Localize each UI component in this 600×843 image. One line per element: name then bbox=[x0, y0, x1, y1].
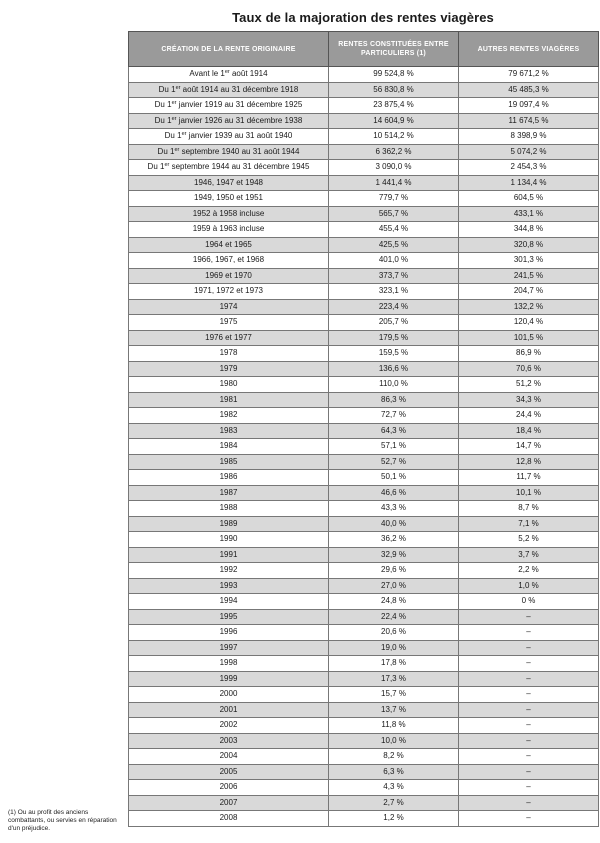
rate-particuliers-cell: 32,9 % bbox=[329, 547, 459, 563]
table-row bbox=[129, 330, 599, 346]
table-row bbox=[129, 625, 599, 641]
table-row bbox=[129, 98, 599, 114]
period-cell bbox=[129, 764, 329, 780]
period-text: 1983 bbox=[219, 425, 238, 435]
period-text: 2000 bbox=[219, 689, 238, 699]
period-text: Avant le 1 bbox=[189, 69, 225, 79]
period-cell bbox=[129, 470, 329, 486]
period-text: 1976 et 1977 bbox=[205, 332, 252, 342]
period-text-rest: janvier 1919 au 31 décembre 1925 bbox=[176, 100, 303, 110]
table-row bbox=[129, 485, 599, 501]
period-cell bbox=[129, 516, 329, 532]
period-text: 2007 bbox=[219, 797, 238, 807]
period-text: 1964 et 1965 bbox=[205, 239, 252, 249]
header-rentes-particuliers: RENTES CONSTITUÉES ENTRE PARTICULIERS (1) bbox=[329, 32, 459, 67]
rate-particuliers-cell: 110,0 % bbox=[329, 377, 459, 393]
period-text: 1999 bbox=[219, 673, 238, 683]
rate-particuliers-cell: 455,4 % bbox=[329, 222, 459, 238]
table-body bbox=[129, 67, 599, 827]
table-row bbox=[129, 609, 599, 625]
period-text: 1990 bbox=[219, 534, 238, 544]
period-text: 1995 bbox=[219, 611, 238, 621]
period-cell bbox=[129, 408, 329, 424]
period-cell bbox=[129, 563, 329, 579]
period-cell bbox=[129, 423, 329, 439]
period-cell bbox=[129, 501, 329, 517]
rate-autres-cell: 241,5 % bbox=[459, 268, 599, 284]
header-autres-rentes: AUTRES RENTES VIAGÈRES bbox=[459, 32, 599, 67]
table-row bbox=[129, 315, 599, 331]
table-row bbox=[129, 299, 599, 315]
rate-autres-cell: 1 134,4 % bbox=[459, 175, 599, 191]
period-text: 2004 bbox=[219, 751, 238, 761]
table-row bbox=[129, 516, 599, 532]
rate-autres-cell: 120,4 % bbox=[459, 315, 599, 331]
rate-autres-cell: 45 485,3 % bbox=[459, 82, 599, 98]
rate-autres-cell: – bbox=[459, 687, 599, 703]
rate-particuliers-cell: 6 362,2 % bbox=[329, 144, 459, 160]
period-cell bbox=[129, 532, 329, 548]
period-text: Du 1 bbox=[154, 115, 172, 125]
period-cell bbox=[129, 377, 329, 393]
period-text: 1974 bbox=[219, 301, 238, 311]
period-cell bbox=[129, 175, 329, 191]
table-row bbox=[129, 392, 599, 408]
rate-autres-cell: – bbox=[459, 733, 599, 749]
table-row bbox=[129, 687, 599, 703]
period-text-rest: janvier 1939 au 31 août 1940 bbox=[186, 131, 293, 141]
rate-particuliers-cell: 46,6 % bbox=[329, 485, 459, 501]
period-cell bbox=[129, 361, 329, 377]
rate-autres-cell: 11 674,5 % bbox=[459, 113, 599, 129]
period-text: 1981 bbox=[219, 394, 238, 404]
period-cell bbox=[129, 702, 329, 718]
rate-particuliers-cell: 425,5 % bbox=[329, 237, 459, 253]
rate-autres-cell: – bbox=[459, 749, 599, 765]
period-cell bbox=[129, 346, 329, 362]
period-cell bbox=[129, 129, 329, 145]
period-text: 1996 bbox=[219, 627, 238, 637]
table-header-row bbox=[129, 32, 599, 67]
rate-particuliers-cell: 1 441,4 % bbox=[329, 175, 459, 191]
period-text: Du 1 bbox=[158, 84, 176, 94]
period-cell bbox=[129, 191, 329, 207]
table-row bbox=[129, 795, 599, 811]
rate-autres-cell: 12,8 % bbox=[459, 454, 599, 470]
rate-particuliers-cell: 3 090,0 % bbox=[329, 160, 459, 176]
rate-particuliers-cell: 17,8 % bbox=[329, 656, 459, 672]
table-row bbox=[129, 206, 599, 222]
rate-particuliers-cell: 10,0 % bbox=[329, 733, 459, 749]
rate-autres-cell: – bbox=[459, 625, 599, 641]
period-cell bbox=[129, 206, 329, 222]
period-text: Du 1 bbox=[164, 131, 182, 141]
rate-autres-cell: – bbox=[459, 671, 599, 687]
table-row bbox=[129, 640, 599, 656]
rate-autres-cell: 3,7 % bbox=[459, 547, 599, 563]
table-row bbox=[129, 702, 599, 718]
rate-autres-cell: – bbox=[459, 811, 599, 827]
period-cell bbox=[129, 82, 329, 98]
period-text: 1991 bbox=[219, 549, 238, 559]
table-row bbox=[129, 671, 599, 687]
rate-particuliers-cell: 4,3 % bbox=[329, 780, 459, 796]
period-cell bbox=[129, 284, 329, 300]
period-cell bbox=[129, 671, 329, 687]
period-cell bbox=[129, 330, 329, 346]
period-cell bbox=[129, 268, 329, 284]
period-cell bbox=[129, 454, 329, 470]
rate-particuliers-cell: 24,8 % bbox=[329, 594, 459, 610]
rate-autres-cell: – bbox=[459, 640, 599, 656]
rate-particuliers-cell: 401,0 % bbox=[329, 253, 459, 269]
period-cell bbox=[129, 795, 329, 811]
period-cell bbox=[129, 237, 329, 253]
rate-particuliers-cell: 22,4 % bbox=[329, 609, 459, 625]
period-text: 1993 bbox=[219, 580, 238, 590]
table-row bbox=[129, 377, 599, 393]
rate-particuliers-cell: 159,5 % bbox=[329, 346, 459, 362]
table-row bbox=[129, 454, 599, 470]
majoration-table bbox=[128, 31, 599, 827]
period-cell bbox=[129, 253, 329, 269]
period-text: 2006 bbox=[219, 782, 238, 792]
table-row bbox=[129, 578, 599, 594]
rate-autres-cell: 70,6 % bbox=[459, 361, 599, 377]
period-text: 1971, 1972 et 1973 bbox=[194, 286, 263, 296]
rate-autres-cell: 101,5 % bbox=[459, 330, 599, 346]
period-cell bbox=[129, 625, 329, 641]
period-cell bbox=[129, 718, 329, 734]
period-cell bbox=[129, 222, 329, 238]
table-row bbox=[129, 67, 599, 83]
rate-particuliers-cell: 14 604,9 % bbox=[329, 113, 459, 129]
period-text: 1980 bbox=[219, 379, 238, 389]
rate-autres-cell: 34,3 % bbox=[459, 392, 599, 408]
period-text: 1985 bbox=[219, 456, 238, 466]
rate-particuliers-cell: 10 514,2 % bbox=[329, 129, 459, 145]
period-cell bbox=[129, 811, 329, 827]
rate-autres-cell: 132,2 % bbox=[459, 299, 599, 315]
table-row bbox=[129, 501, 599, 517]
table-row bbox=[129, 439, 599, 455]
rate-autres-cell: 5,2 % bbox=[459, 532, 599, 548]
period-ordinal-sup: er bbox=[224, 69, 230, 76]
rate-particuliers-cell: 373,7 % bbox=[329, 268, 459, 284]
period-text: 1989 bbox=[219, 518, 238, 528]
period-cell bbox=[129, 780, 329, 796]
table-row bbox=[129, 268, 599, 284]
table-row bbox=[129, 532, 599, 548]
period-text: Du 1 bbox=[154, 100, 172, 110]
table-row bbox=[129, 129, 599, 145]
period-text-rest: septembre 1940 au 31 août 1944 bbox=[179, 146, 300, 156]
rate-autres-cell: 18,4 % bbox=[459, 423, 599, 439]
period-cell bbox=[129, 547, 329, 563]
rate-particuliers-cell: 17,3 % bbox=[329, 671, 459, 687]
rate-particuliers-cell: 64,3 % bbox=[329, 423, 459, 439]
rate-particuliers-cell: 19,0 % bbox=[329, 640, 459, 656]
period-text: 1994 bbox=[219, 596, 238, 606]
rate-autres-cell: 79 671,2 % bbox=[459, 67, 599, 83]
period-text-rest: août 1914 au 31 décembre 1918 bbox=[180, 84, 299, 94]
rate-autres-cell: 14,7 % bbox=[459, 439, 599, 455]
period-ordinal-sup: er bbox=[171, 100, 177, 107]
period-text: 1946, 1947 et 1948 bbox=[194, 177, 263, 187]
rate-particuliers-cell: 43,3 % bbox=[329, 501, 459, 517]
rate-autres-cell: 604,5 % bbox=[459, 191, 599, 207]
rate-autres-cell: 2,2 % bbox=[459, 563, 599, 579]
rate-autres-cell: – bbox=[459, 609, 599, 625]
period-text: 1949, 1950 et 1951 bbox=[194, 193, 263, 203]
rate-autres-cell: – bbox=[459, 702, 599, 718]
table-row bbox=[129, 191, 599, 207]
period-cell bbox=[129, 733, 329, 749]
rate-particuliers-cell: 11,8 % bbox=[329, 718, 459, 734]
period-ordinal-sup: er bbox=[175, 84, 181, 91]
period-text: 2002 bbox=[219, 720, 238, 730]
rate-autres-cell: 7,1 % bbox=[459, 516, 599, 532]
rate-particuliers-cell: 323,1 % bbox=[329, 284, 459, 300]
table-row bbox=[129, 346, 599, 362]
period-cell bbox=[129, 144, 329, 160]
rate-autres-cell: 19 097,4 % bbox=[459, 98, 599, 114]
table-row bbox=[129, 144, 599, 160]
rate-particuliers-cell: 36,2 % bbox=[329, 532, 459, 548]
rate-particuliers-cell: 6,3 % bbox=[329, 764, 459, 780]
period-text: Du 1 bbox=[147, 162, 165, 172]
period-text-rest: septembre 1944 au 31 décembre 1945 bbox=[169, 162, 310, 172]
rate-particuliers-cell: 27,0 % bbox=[329, 578, 459, 594]
table-row bbox=[129, 175, 599, 191]
rate-autres-cell: – bbox=[459, 764, 599, 780]
rate-autres-cell: 301,3 % bbox=[459, 253, 599, 269]
rate-autres-cell: 11,7 % bbox=[459, 470, 599, 486]
page-title: Taux de la majoration des rentes viagères bbox=[232, 10, 494, 25]
table-row bbox=[129, 470, 599, 486]
rate-particuliers-cell: 2,7 % bbox=[329, 795, 459, 811]
period-text: 1988 bbox=[219, 503, 238, 513]
rate-autres-cell: 86,9 % bbox=[459, 346, 599, 362]
rate-particuliers-cell: 179,5 % bbox=[329, 330, 459, 346]
rate-autres-cell: – bbox=[459, 780, 599, 796]
period-cell bbox=[129, 160, 329, 176]
period-text: 1992 bbox=[219, 565, 238, 575]
rate-particuliers-cell: 565,7 % bbox=[329, 206, 459, 222]
period-text: Du 1 bbox=[157, 146, 175, 156]
period-text: 1998 bbox=[219, 658, 238, 668]
table-row bbox=[129, 113, 599, 129]
period-text: 1984 bbox=[219, 441, 238, 451]
table-row bbox=[129, 284, 599, 300]
period-cell bbox=[129, 485, 329, 501]
period-cell bbox=[129, 315, 329, 331]
period-text: 1979 bbox=[219, 363, 238, 373]
period-cell bbox=[129, 594, 329, 610]
table-row bbox=[129, 656, 599, 672]
period-text: 1997 bbox=[219, 642, 238, 652]
rate-particuliers-cell: 40,0 % bbox=[329, 516, 459, 532]
rate-autres-cell: – bbox=[459, 656, 599, 672]
rate-particuliers-cell: 29,6 % bbox=[329, 563, 459, 579]
rate-particuliers-cell: 52,7 % bbox=[329, 454, 459, 470]
table-row bbox=[129, 160, 599, 176]
rate-autres-cell: 10,1 % bbox=[459, 485, 599, 501]
rate-autres-cell: 51,2 % bbox=[459, 377, 599, 393]
period-text: 1987 bbox=[219, 487, 238, 497]
table-row bbox=[129, 718, 599, 734]
rate-particuliers-cell: 23 875,4 % bbox=[329, 98, 459, 114]
rate-particuliers-cell: 72,7 % bbox=[329, 408, 459, 424]
period-cell bbox=[129, 98, 329, 114]
table-row bbox=[129, 594, 599, 610]
period-cell bbox=[129, 640, 329, 656]
table-row bbox=[129, 237, 599, 253]
table-row bbox=[129, 408, 599, 424]
rate-autres-cell: 344,8 % bbox=[459, 222, 599, 238]
period-cell bbox=[129, 749, 329, 765]
period-text: 1969 et 1970 bbox=[205, 270, 252, 280]
rate-autres-cell: 320,8 % bbox=[459, 237, 599, 253]
period-cell bbox=[129, 67, 329, 83]
period-ordinal-sup: er bbox=[171, 115, 177, 122]
rate-autres-cell: 0 % bbox=[459, 594, 599, 610]
period-cell bbox=[129, 656, 329, 672]
period-text: 2008 bbox=[219, 813, 238, 823]
period-text: 1959 à 1963 incluse bbox=[192, 224, 265, 234]
rate-particuliers-cell: 13,7 % bbox=[329, 702, 459, 718]
period-text: 2001 bbox=[219, 704, 238, 714]
table-row bbox=[129, 780, 599, 796]
header-creation-rente: CRÉATION DE LA RENTE ORIGINAIRE bbox=[129, 32, 329, 67]
period-cell bbox=[129, 609, 329, 625]
rate-autres-cell: 2 454,3 % bbox=[459, 160, 599, 176]
period-cell bbox=[129, 578, 329, 594]
period-cell bbox=[129, 687, 329, 703]
period-ordinal-sup: er bbox=[164, 162, 170, 169]
rate-particuliers-cell: 15,7 % bbox=[329, 687, 459, 703]
table-row bbox=[129, 361, 599, 377]
period-cell bbox=[129, 299, 329, 315]
period-ordinal-sup: er bbox=[181, 131, 187, 138]
rate-particuliers-cell: 20,6 % bbox=[329, 625, 459, 641]
table-row bbox=[129, 423, 599, 439]
period-text: 1966, 1967, et 1968 bbox=[192, 255, 265, 265]
table-row bbox=[129, 547, 599, 563]
table-row bbox=[129, 764, 599, 780]
rate-autres-cell: – bbox=[459, 795, 599, 811]
table-row bbox=[129, 82, 599, 98]
period-cell bbox=[129, 392, 329, 408]
period-ordinal-sup: er bbox=[174, 146, 180, 153]
period-text-rest: janvier 1926 au 31 décembre 1938 bbox=[176, 115, 303, 125]
period-text: 2003 bbox=[219, 735, 238, 745]
footnote: (1) Ou au profit des anciens combattants, ou servies en réparation d'un préjudice. bbox=[8, 809, 117, 832]
rate-particuliers-cell: 223,4 % bbox=[329, 299, 459, 315]
rate-particuliers-cell: 99 524,8 % bbox=[329, 67, 459, 83]
rate-autres-cell: 433,1 % bbox=[459, 206, 599, 222]
rate-autres-cell: 24,4 % bbox=[459, 408, 599, 424]
period-text: 1952 à 1958 incluse bbox=[192, 208, 265, 218]
rate-particuliers-cell: 56 830,8 % bbox=[329, 82, 459, 98]
table-row bbox=[129, 749, 599, 765]
rate-particuliers-cell: 205,7 % bbox=[329, 315, 459, 331]
period-text: 1978 bbox=[219, 348, 238, 358]
rate-autres-cell: 1,0 % bbox=[459, 578, 599, 594]
rate-particuliers-cell: 50,1 % bbox=[329, 470, 459, 486]
rate-particuliers-cell: 136,6 % bbox=[329, 361, 459, 377]
period-cell bbox=[129, 439, 329, 455]
period-text: 2005 bbox=[219, 766, 238, 776]
table-row bbox=[129, 222, 599, 238]
rate-particuliers-cell: 1,2 % bbox=[329, 811, 459, 827]
table-row bbox=[129, 253, 599, 269]
period-cell bbox=[129, 113, 329, 129]
period-text-rest: août 1914 bbox=[229, 69, 268, 79]
table-row bbox=[129, 563, 599, 579]
rate-autres-cell: – bbox=[459, 718, 599, 734]
rate-autres-cell: 5 074,2 % bbox=[459, 144, 599, 160]
period-text: 1975 bbox=[219, 317, 238, 327]
rate-particuliers-cell: 86,3 % bbox=[329, 392, 459, 408]
rate-particuliers-cell: 779,7 % bbox=[329, 191, 459, 207]
rate-particuliers-cell: 8,2 % bbox=[329, 749, 459, 765]
rate-autres-cell: 204,7 % bbox=[459, 284, 599, 300]
period-text: 1982 bbox=[219, 410, 238, 420]
period-text: 1986 bbox=[219, 472, 238, 482]
rate-particuliers-cell: 57,1 % bbox=[329, 439, 459, 455]
table-row bbox=[129, 733, 599, 749]
rate-autres-cell: 8 398,9 % bbox=[459, 129, 599, 145]
table-row bbox=[129, 811, 599, 827]
rate-autres-cell: 8,7 % bbox=[459, 501, 599, 517]
